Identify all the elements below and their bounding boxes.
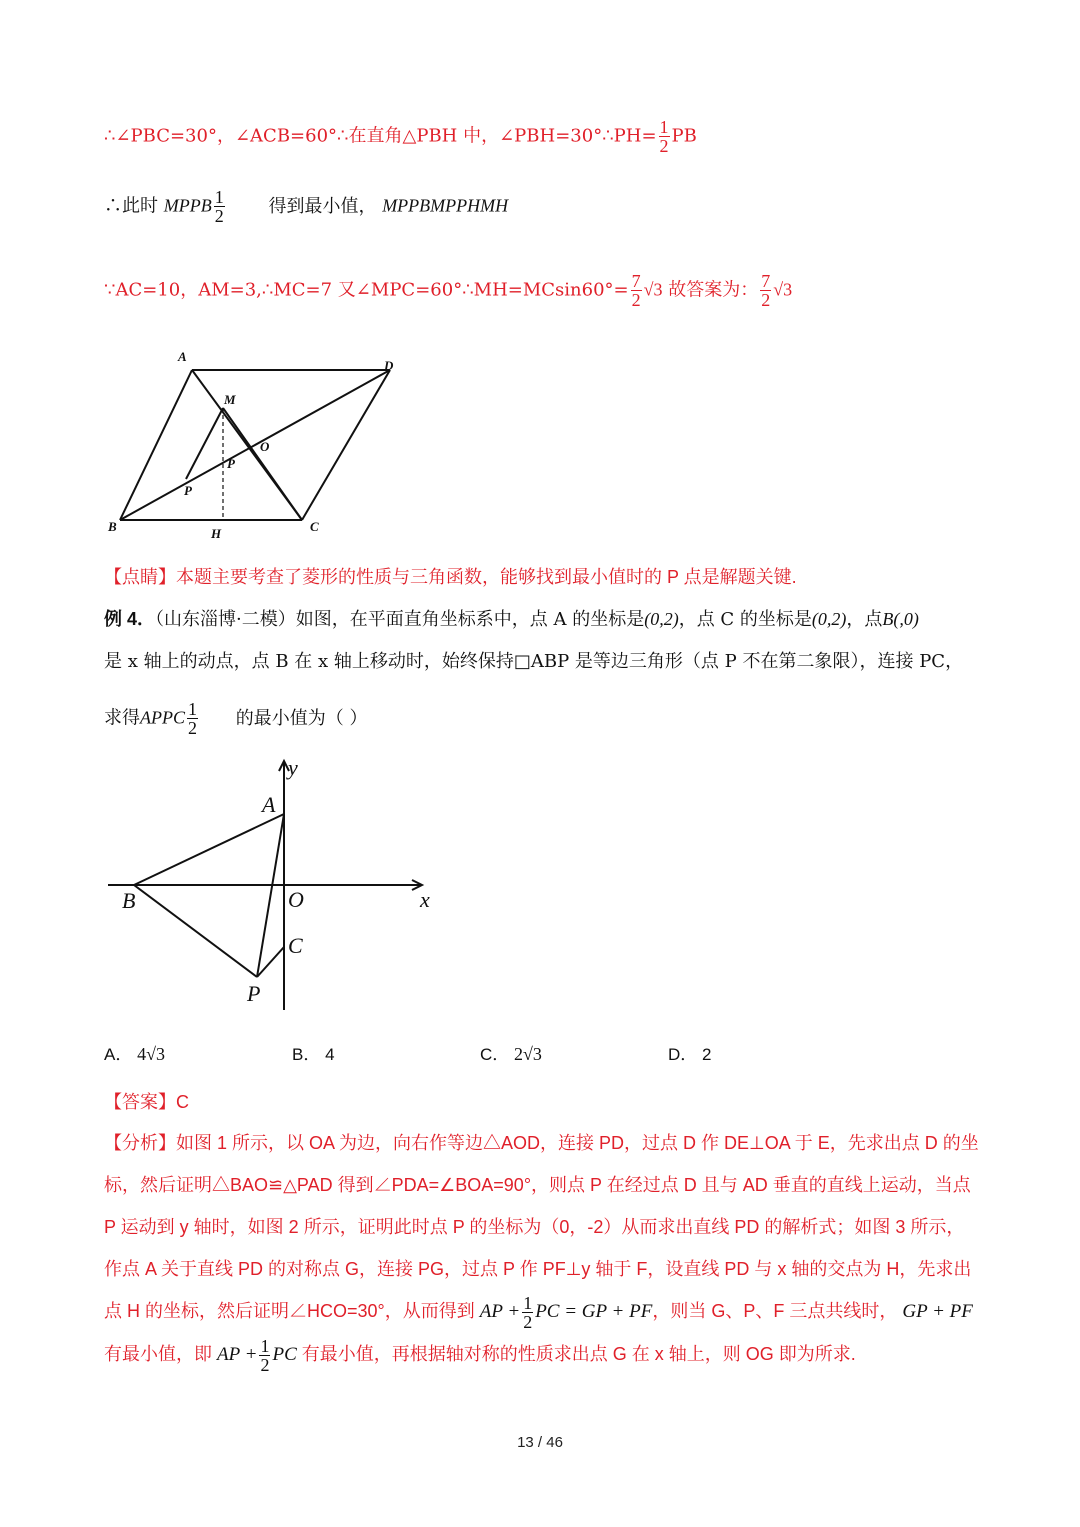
coordinate-figure	[100, 755, 450, 1020]
solution-line-2-lead: ∴此时	[104, 195, 158, 217]
example-line-2: 是 x 轴上的动点，点 B 在 x 轴上移动时，始终保持□ABP 是等边三角形（点 P 不在第二象限），连接 PC，	[104, 651, 964, 672]
analysis-tag: 【分析】	[104, 1133, 176, 1153]
label-h: H	[211, 526, 222, 541]
fraction: $\frac{1}{2}$	[188, 699, 197, 738]
option-c: C． 2√3	[480, 1044, 542, 1064]
answer-label: 故答案为：	[668, 279, 759, 301]
label-b: B	[108, 519, 117, 534]
label-a: A	[262, 792, 276, 817]
analysis-text-2: ，则当 G、P、F 三点共线时，	[652, 1301, 898, 1321]
fraction: $\frac{7}{2}$	[761, 271, 771, 310]
label-d: D	[384, 358, 394, 373]
label-p-lower: P	[184, 483, 192, 498]
example-line-3-lead: 求得	[104, 707, 140, 729]
option-b: B． 4	[292, 1045, 335, 1064]
label-p-upper: P	[227, 456, 235, 471]
analysis-paragraph	[104, 1122, 979, 1376]
expr-ap-pc: APPC	[140, 707, 185, 728]
option-d: D． 2	[668, 1045, 712, 1064]
option-a: A． 4√3	[104, 1044, 165, 1064]
example-line-1	[104, 607, 919, 632]
fraction: $\frac{1}{2}$	[214, 187, 224, 226]
answer-tag: 【答案】	[104, 1092, 176, 1112]
label-m: M	[224, 392, 236, 407]
solution-line-3	[104, 272, 792, 309]
label-o: O	[260, 439, 270, 454]
solution-line-1-text: ∴∠PBC=30°，∠ACB=60°∴在直角△PBH 中，∠PBH=30°∴PH=	[104, 125, 657, 147]
example-text-2: ，点 C 的坐标是	[678, 609, 812, 630]
label-y: y	[288, 755, 298, 780]
page-number: 13 / 46	[517, 1434, 563, 1451]
solution-line-1-tail: PB	[671, 125, 697, 147]
highlight-text: 本题主要考查了菱形的性质与三角函数，能够找到最小值时的 P 点是解题关键.	[176, 567, 797, 587]
analysis-text-3: 有最小值，即	[104, 1344, 212, 1364]
label-c: C	[310, 519, 319, 534]
answer-value: C	[176, 1092, 189, 1112]
example-line-3	[104, 700, 367, 737]
example-text-1: 如图，在平面直角坐标系中，点 A 的坐标是	[295, 609, 645, 630]
solution-line-2	[104, 188, 508, 225]
example-title: 例 4．	[104, 609, 156, 629]
label-c: C	[288, 933, 303, 958]
label-o: O	[288, 887, 304, 912]
solution-line-1	[104, 118, 697, 155]
label-a: A	[178, 349, 187, 364]
sqrt-3: √3	[643, 279, 663, 300]
formula-3: AP + $\frac{1}{2}$ PC	[217, 1336, 297, 1376]
coord-b: B(,0)	[882, 609, 919, 629]
expr-mp-pb: MPPB	[163, 195, 212, 216]
solution-line-2-mid: 得到最小值，	[268, 195, 377, 217]
highlight-note	[104, 565, 797, 589]
solution-line-3-text: ∵AC=10，AM=3,∴MC=7 又∠MPC=60°∴MH=MCsin60°=	[104, 279, 629, 301]
label-x: x	[420, 887, 430, 912]
coord-a: (0,2)	[644, 609, 679, 629]
analysis-text-4: 有最小值，再根据轴对称的性质求出点 G 在 x 轴上，则 OG 即为所求.	[301, 1344, 856, 1364]
example-text-3: ，点	[846, 609, 883, 630]
example-source: （山东淄博·二模）	[155, 609, 296, 630]
highlight-tag: 【点睛】	[104, 567, 176, 587]
analysis-text: 如图 1 所示，以 OA 为边，向右作等边△AOD，连接 PD，过点 D 作 DE⊥OA 于 E，先求出点 D 的坐标，然后证明△BAO≌△PAD 得到∠PDA=∠BOA=90°，则点 P 在经过点 D 且与 AD 垂直的直线上运动，当点 P 运动到 y 轴时，如图 2 所示，证明此时点 P 的坐标为（0，-2）从而求出直线 PD 的解析式；如图 3 所示，作点 A 关于直线 PD 的对称点 G，连接 PG，过点 P 作 PF⊥y 轴于 F，设直线 PD 与 x 轴的交点为 H，先求出点 H 的坐标，然后证明∠HCO=30°，从而得到	[104, 1133, 979, 1321]
rhombus-figure	[100, 345, 420, 545]
answer	[104, 1090, 189, 1114]
formula-1: AP + $\frac{1}{2}$ PC = GP + PF	[479, 1293, 653, 1333]
fraction: $\frac{7}{2}$	[631, 271, 641, 310]
label-b: B	[122, 888, 136, 913]
example-line-3-tail: 的最小值为（ ）	[235, 707, 368, 729]
fraction: $\frac{1}{2}$	[659, 117, 669, 156]
label-p: P	[247, 981, 261, 1006]
sqrt-3: √3	[773, 279, 793, 300]
expr-min-chain: MPPBMPPHMH	[382, 195, 509, 216]
coord-c: (0,2)	[811, 609, 847, 629]
formula-2: GP + PF	[902, 1301, 973, 1322]
